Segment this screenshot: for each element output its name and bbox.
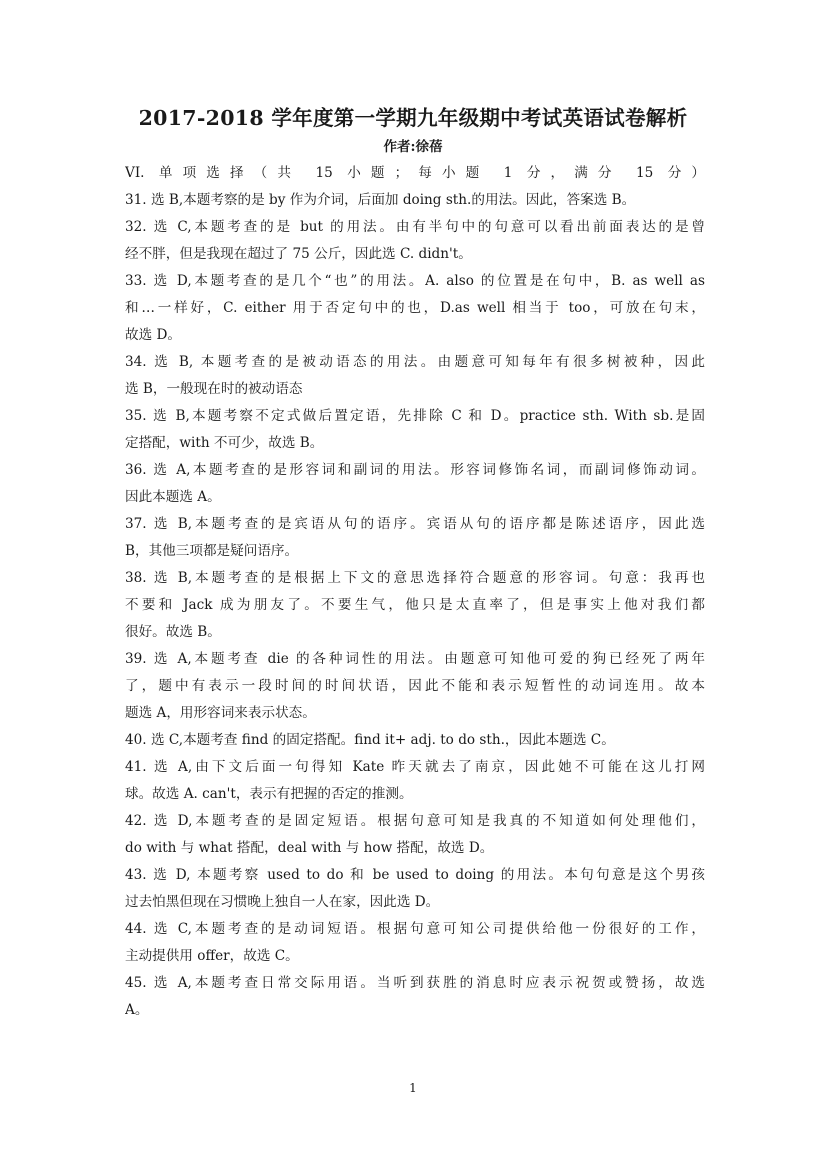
text-line: 43. 选 D, 本题考察 used to do 和 be used to doing 的用法。本句句意是这个男孩: [125, 867, 705, 883]
page-number: 1: [409, 1081, 417, 1095]
text-line: 34. 选 B, 本题考查的是被动语态的用法。由题意可知每年有很多树被种，因此: [125, 354, 705, 370]
answer-body: [125, 160, 705, 1024]
text-line: 很好。故选 B。: [125, 624, 221, 640]
text-line: 40. 选 C,本题考查 find 的固定搭配。find it+ adj. to do sth.，因此本题选 C。: [125, 732, 615, 748]
text-line: 32. 选 C,本题考查的是 but 的用法。由有半句中的句意可以看出前面表达的是曾: [125, 219, 705, 235]
text-line: 主动提供用 offer，故选 C。: [125, 948, 299, 964]
text-line: 定搭配，with 不可少，故选 B。: [125, 435, 324, 451]
text-line: 42. 选 D,本题考查的是固定短语。根据句意可知是我真的不知道如何处理他们，: [125, 813, 705, 829]
text-line: B，其他三项都是疑问语序。: [125, 543, 299, 559]
text-line: 经不胖，但是我现在超过了 75 公斤，因此选 C. didn't。: [125, 246, 472, 262]
text-line: A。: [125, 1002, 149, 1018]
text-line: 38. 选 B,本题考查的是根据上下文的意思选择符合题意的形容词。句意：我再也: [125, 570, 705, 586]
text-line: 选 B，一般现在时的被动语态: [125, 381, 303, 397]
text-line: 44. 选 C,本题考查的是动词短语。根据句意可知公司提供给他一份很好的工作，: [125, 921, 705, 937]
text-line: 39. 选 A,本题考查 die 的各种词性的用法。由题意可知他可爱的狗已经死了两年: [125, 651, 705, 667]
page-title: 2017-2018 学年度第一学期九年级期中考试英语试卷解析: [138, 106, 688, 130]
text-line: 31. 选 B,本题考察的是 by 作为介词，后面加 doing sth.的用法。因此，答案选 B。: [125, 192, 636, 208]
text-line: 因此本题选 A。: [125, 489, 221, 505]
author-line: 作者:徐蓓: [383, 139, 443, 155]
text-line: 37. 选 B,本题考查的是宾语从句的语序。宾语从句的语序都是陈述语序，因此选: [125, 516, 705, 532]
text-line: do with 与 what 搭配，deal with 与 how 搭配，故选 D。: [125, 840, 494, 856]
text-line: 35. 选 B,本题考察不定式做后置定语，先排除 C 和 D。practice sth. With sb.是固: [125, 408, 705, 424]
text-line: 和…一样好，C. either 用于否定句中的也，D.as well 相当于 too，可放在句末，: [125, 300, 705, 316]
text-line: 故选 D。: [125, 327, 182, 343]
section-heading: VI. 单项选择（共 15 小题；每小题 1 分，满分 15 分）: [125, 165, 705, 181]
text-line: 41. 选 A,由下文后面一句得知 Kate 昨天就去了南京，因此她不可能在这儿打网: [125, 759, 705, 775]
text-line: 36. 选 A,本题考查的是形容词和副词的用法。形容词修饰名词，而副词修饰动词。: [125, 462, 705, 478]
text-line: 了，题中有表示一段时间的时间状语，因此不能和表示短暂性的动词连用。故本: [125, 678, 705, 694]
text-line: 33. 选 D,本题考查的是几个“也”的用法。A. also 的位置是在句中，B. as well as: [125, 273, 705, 289]
text-line: 球。故选 A. can't，表示有把握的否定的推测。: [125, 786, 413, 802]
text-line: 过去怕黑但现在习惯晚上独自一人在家，因此选 D。: [125, 894, 440, 910]
text-line: 题选 A，用形容词来表示状态。: [125, 705, 316, 721]
text-line: 不要和 Jack 成为朋友了。不要生气，他只是太直率了，但是事实上他对我们都: [125, 597, 705, 613]
text-line: 45. 选 A,本题考查日常交际用语。当听到获胜的消息时应表示祝贺或赞扬，故选: [125, 975, 705, 991]
